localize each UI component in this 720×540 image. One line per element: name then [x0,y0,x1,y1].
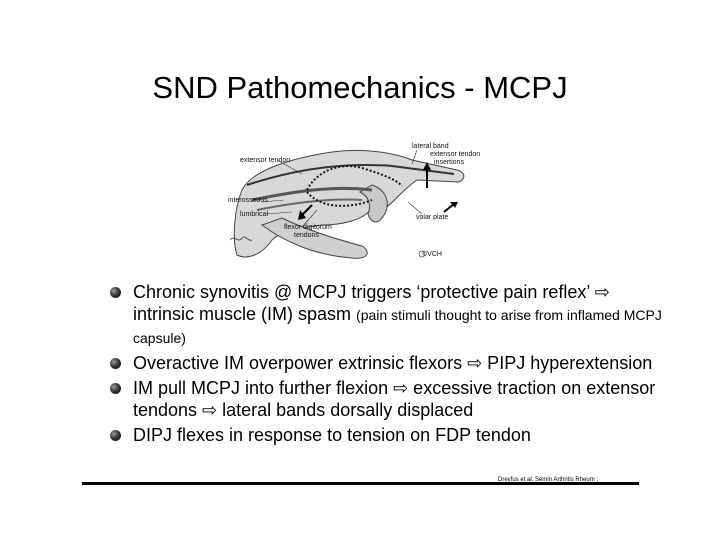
label-volar-plate: volar plate [416,214,449,221]
bullet-dot-icon [110,430,121,441]
citation: Dreyfus et al. Semin Arthritis Rheum ; [498,477,599,483]
label-extensor-tendon-insertions-2: insertions [434,159,464,166]
label-extensor-tendon-insertions-1: extensor tendon [430,151,481,158]
bullet-item [108,424,668,446]
bullet-dot-icon [110,383,121,394]
bullet-text: Chronic synovitis @ MCPJ triggers ‘protective pain reflex’ ⇨ intrinsic muscle (IM) spasm [133,282,610,324]
bullet-dot-icon [110,287,121,298]
label-interosseous: interosseous [228,197,268,204]
bullet-list [108,281,668,449]
label-copyright: ©VCH [422,251,442,258]
label-lumbrical: lumbrical [240,211,269,218]
bullet-note: (pain stimuli thought to arise from inflamed MCPJ capsule) [133,307,662,346]
bullet-text: Overactive IM overpower extrinsic flexors ⇨ PIPJ hyperextension [133,353,653,373]
bullet-text: IM pull MCPJ into further flexion ⇨ excessive traction on extensor tendons ⇨ lateral bands dorsally displaced [133,378,656,420]
bullet-item [108,281,668,349]
bullet-item [108,377,668,421]
slide-title: SND Pathomechanics - MCPJ [152,70,568,105]
hand-anatomy-figure [222,130,481,270]
bullet-item [108,352,668,374]
bullet-dot-icon [110,358,121,369]
label-extensor-tendon: extensor tendon [240,157,291,164]
bullet-text: DIPJ flexes in response to tension on FDP tendon [133,425,531,445]
label-flexor-digitorum-1: flexor digitorum [284,224,332,231]
label-lateral-band: lateral band [412,143,449,150]
label-flexor-digitorum-2: tendons [294,232,319,239]
